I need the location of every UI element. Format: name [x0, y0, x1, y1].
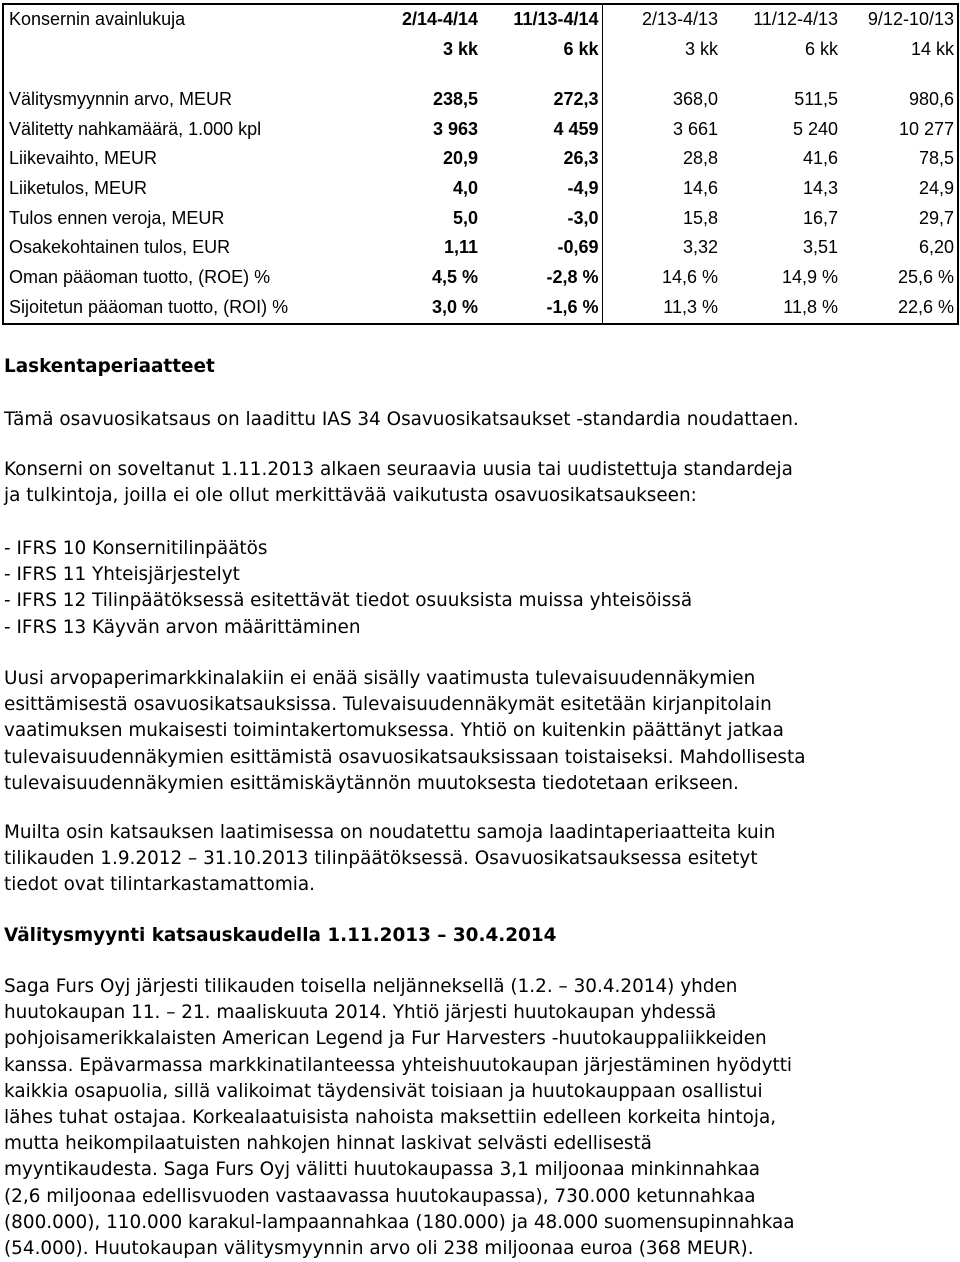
col-header-period: 2/14-4/14 [401, 9, 478, 30]
section-heading: Välitysmyynti katsauskaudella 1.11.2013 – 30.4.2014 [4, 925, 557, 946]
col-header-length: 3 kk [602, 35, 721, 65]
cell-value: -4,9 [567, 177, 599, 198]
cell-value: 28,8 [602, 144, 721, 174]
key-figures-table [2, 3, 959, 325]
cell-value: 25,6 % [897, 266, 954, 287]
cell-value: 511,5 [794, 89, 838, 110]
cell-value: 4 459 [553, 118, 599, 139]
table-row [3, 292, 958, 324]
paragraph-outlook [4, 666, 956, 797]
text-line: kaikkia osapuolia, sillä valikoimat täydensivät toisiaan ja huutokauppaan osallistui [4, 1080, 763, 1102]
row-label: Tulos ennen veroja, MEUR [9, 207, 225, 228]
table-row [3, 263, 958, 293]
cell-value: 4,0 [452, 177, 478, 198]
cell-value: 78,5 [918, 148, 954, 169]
cell-value: 10 277 [898, 118, 954, 139]
cell-value: 5 240 [792, 118, 838, 139]
text-line: pohjoisamerikkalaisten American Legend ja Fur Harvesters -huutokauppaliikkeiden [4, 1028, 767, 1050]
cell-value: 238,5 [432, 89, 478, 110]
text-line: kanssa. Epävarmassa markkinatilanteessa yhteishuutokaupan järjestäminen hyödytti [4, 1054, 793, 1076]
cell-value: 29,7 [918, 207, 954, 228]
paragraph-standards [4, 457, 956, 509]
cell-value: 4,5 % [431, 266, 478, 287]
text-line: Konserni on soveltanut 1.11.2013 alkaen seuraavia uusia tai uudistettuja standardeja [4, 459, 793, 480]
text-line: huutokaupan 11. – 21. maaliskuuta 2014. Yhtiö järjesti huutokaupan yhdessä [4, 1002, 717, 1024]
table-row [3, 144, 958, 174]
text-line: myyntikaudesta. Saga Furs Oyj välitti huutokaupassa 3,1 miljoonaa minkinnahkaa [4, 1159, 760, 1181]
text-line: tilikauden 1.9.2012 – 31.10.2013 tilinpäätöksessä. Osavuosikatsauksessa esitetyt [4, 848, 758, 870]
paragraph-auction [4, 974, 956, 1262]
cell-value: 14,3 [802, 177, 838, 198]
text-line: Uusi arvopaperimarkkinalakiin ei enää sisälly vaatimusta tulevaisuudennäkymien [4, 668, 756, 689]
cell-value: 11,3 % [602, 292, 721, 324]
col-header-period: 2/13-4/13 [602, 4, 721, 35]
ifrs-list [4, 536, 956, 641]
cell-value: 22,6 % [897, 297, 954, 318]
table-spacer-row [3, 64, 958, 84]
cell-value: 3,0 % [431, 297, 478, 318]
cell-value: -1,6 % [546, 297, 599, 318]
cell-value: 3,51 [802, 237, 838, 258]
row-label: Välitetty nahkamäärä, 1.000 kpl [9, 118, 262, 139]
cell-value: 3 661 [602, 114, 721, 144]
cell-value: 11,8 % [783, 297, 838, 318]
row-label: Osakekohtainen tulos, EUR [9, 237, 231, 258]
table-row [3, 114, 958, 144]
row-label: Sijoitetun pääoman tuotto, (ROI) % [9, 297, 289, 318]
table-row [3, 174, 958, 204]
cell-value: 24,9 [918, 177, 954, 198]
text-line: lähes tuhat ostajaa. Korkealaatuisista nahoista maksettiin edelleen korkeita hintoja, [4, 1107, 777, 1129]
col-header-length: 6 kk [804, 38, 838, 59]
cell-value: 41,6 [802, 148, 838, 169]
text-line: vaatimuksen mukaisesti toimintakertomuksessa. Yhtiö on kuitenkin päättänyt jatkaa [4, 720, 784, 742]
cell-value: 1,11 [443, 237, 478, 258]
text-line: tiedot ovat tilintarkastamattomia. [4, 874, 315, 896]
text-line: (800.000), 110.000 karakul-lampaannahkaa (180.000) ja 48.000 suomensupinnahkaa [4, 1211, 795, 1233]
cell-value: -2,8 % [546, 266, 599, 287]
row-label: Liiketulos, MEUR [9, 177, 148, 198]
text-line: Saga Furs Oyj järjesti tilikauden toisella neljänneksellä (1.2. – 30.4.2014) yhden [4, 976, 738, 997]
cell-value: 15,8 [602, 203, 721, 233]
col-header-length: 14 kk [910, 38, 954, 59]
text-line: tulevaisuudennäkymien esittämistä osavuosikatsauksissaan toistaiseksi. Mahdollisesta [4, 746, 806, 768]
cell-value: 26,3 [563, 148, 599, 169]
col-header-length: 3 kk [442, 38, 478, 59]
cell-value: 20,9 [442, 148, 478, 169]
text-line: (2,6 miljoonaa edellisvuoden vastaavassa huutokaupassa), 730.000 ketunnahkaa [4, 1185, 756, 1207]
cell-value: 368,0 [602, 85, 721, 115]
list-item: - IFRS 13 Käyvän arvon määrittäminen [4, 616, 361, 638]
cell-value: 6,20 [918, 237, 954, 258]
list-item: - IFRS 10 Konsernitilinpäätös [4, 538, 268, 559]
col-header-period: 9/12-10/13 [867, 9, 954, 30]
cell-value: 5,0 [452, 207, 478, 228]
cell-value: -3,0 [567, 207, 599, 228]
cell-value: 14,9 % [781, 266, 838, 287]
paragraph: Tämä osavuosikatsaus on laadittu IAS 34 Osavuosikatsaukset -standardia noudattaen. [4, 409, 799, 430]
table-title: Konsernin avainlukuja [9, 9, 186, 30]
cell-value: 272,3 [553, 89, 599, 110]
text-line: Muilta osin katsauksen laatimisessa on noudatettu samoja laadintaperiaatteita kuin [4, 822, 776, 843]
row-label: Oman pääoman tuotto, (ROE) % [9, 266, 271, 287]
cell-value: 3,32 [602, 233, 721, 263]
section-sales [4, 923, 956, 949]
text-line: mutta heikompilaatuisten nahkojen hinnat laskivat selvästi edellisestä [4, 1133, 652, 1155]
cell-value: 14,6 % [602, 263, 721, 293]
list-item: - IFRS 11 Yhteisjärjestelyt [4, 564, 240, 586]
paragraph-principles [4, 820, 956, 899]
table-row [3, 85, 958, 115]
row-label: Liikevaihto, MEUR [9, 148, 158, 169]
cell-value: 14,6 [602, 174, 721, 204]
table-row [3, 233, 958, 263]
cell-value: -0,69 [557, 237, 599, 258]
table-header-row [3, 4, 958, 35]
col-header-period: 11/13-4/14 [513, 9, 599, 30]
text-line: esittämisestä osavuosikatsauksissa. Tulevaisuudennäkymät esitetään kirjanpitolain [4, 694, 772, 716]
col-header-period: 11/12-4/13 [753, 9, 838, 30]
text-line: ja tulkintoja, joilla ei ole ollut merkittävää vaikutusta osavuosikatsaukseen: [4, 485, 697, 507]
cell-value: 3 963 [432, 118, 478, 139]
text-line: (54.000). Huutokaupan välitysmyynnin arvo oli 238 miljoonaa euroa (368 MEUR). [4, 1238, 754, 1260]
section-accounting [4, 354, 956, 380]
table-subheader-row [3, 35, 958, 65]
section-heading: Laskentaperiaatteet [4, 356, 215, 377]
cell-value: 980,6 [908, 89, 954, 110]
row-label: Välitysmyynnin arvo, MEUR [9, 89, 233, 110]
text-line: tulevaisuudennäkymien esittämiskäytännön muutoksesta tiedotetaan erikseen. [4, 772, 739, 794]
cell-value: 16,7 [802, 207, 838, 228]
col-header-length: 6 kk [563, 38, 599, 59]
table-row [3, 203, 958, 233]
list-item: - IFRS 12 Tilinpäätöksessä esitettävät tiedot osuuksista muissa yhteisöissä [4, 590, 693, 612]
